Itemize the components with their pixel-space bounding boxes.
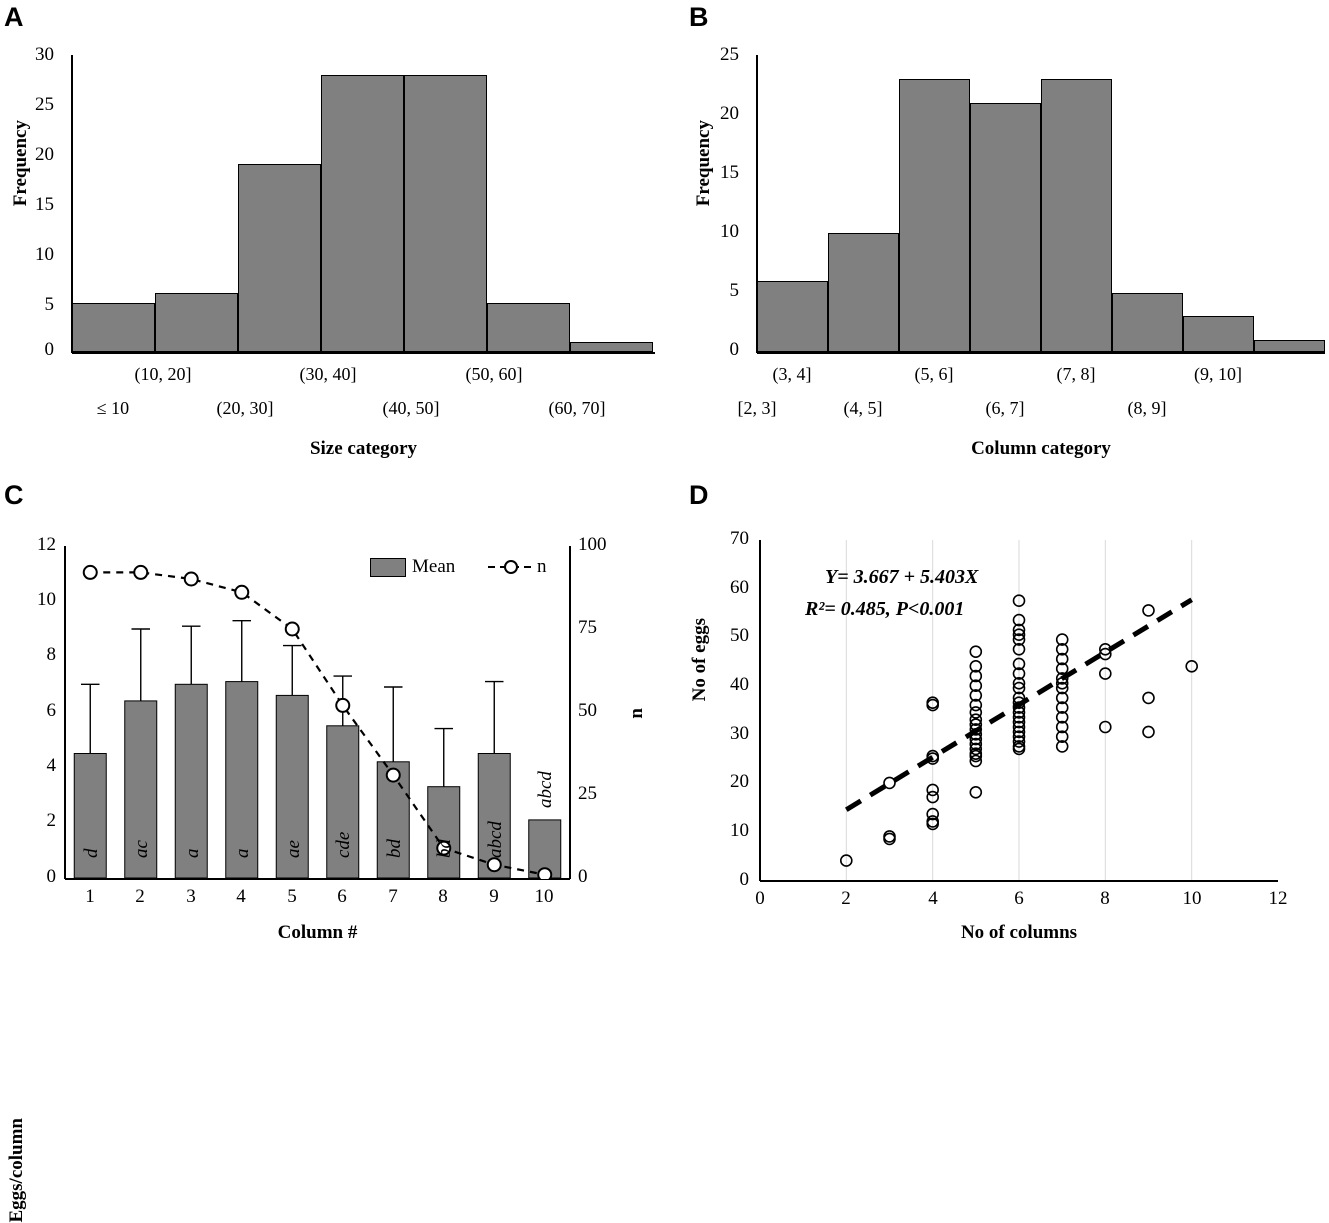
panel-d-annotation-stats: R²= 0.485, P<0.001 [805, 598, 965, 620]
panel-c-y2tick-0: 0 [578, 866, 588, 887]
panel-c [0, 478, 665, 1223]
panel-a-x-axis [72, 352, 655, 354]
svg-text:d: d [81, 848, 102, 858]
panel-a-plot-area [72, 55, 655, 352]
panel-a-xtick-10-20: (10, 20] [134, 364, 192, 384]
svg-text:a: a [232, 848, 253, 858]
panel-c-n-line [90, 572, 545, 874]
panel-d-letter: D [689, 480, 709, 510]
legend-item-n [488, 556, 547, 578]
panel-d-ytick-10: 10 [730, 820, 749, 841]
svg-text:ac: ac [131, 840, 152, 858]
panel-a-bar-3 [238, 164, 321, 352]
panel-a-ytick-10: 10 [35, 244, 54, 265]
panel-b-bar-2 [828, 233, 899, 352]
panel-b-ytick-15: 15 [720, 162, 739, 183]
panel-c-y-axis-title: Eggs/column [6, 1118, 27, 1223]
panel-d-ytick-50: 50 [730, 625, 749, 646]
svg-text:bd: bd [434, 839, 455, 858]
panel-d-ytick-70: 70 [730, 528, 749, 549]
panel-b-bar-1 [757, 281, 828, 352]
panel-d-x-axis-title: No of columns [960, 922, 1078, 943]
svg-text:cde: cde [333, 831, 354, 858]
panel-b-x-axis [757, 352, 1325, 354]
panel-b-ytick-10: 10 [720, 221, 739, 242]
panel-d [665, 478, 1329, 948]
panel-c-xtick-10: 10 [534, 886, 554, 907]
panel-a [0, 0, 660, 470]
panel-d-ytick-30: 30 [730, 723, 749, 744]
legend-label-n: n [537, 556, 547, 577]
panel-a-bar-4 [321, 75, 404, 352]
panel-c-xtick-9: 9 [489, 886, 499, 907]
panel-a-y-axis-title: Frequency [10, 120, 31, 207]
panel-c-xtick-7: 7 [388, 886, 398, 907]
legend-label-mean: Mean [412, 556, 456, 577]
svg-text:ae: ae [283, 840, 304, 858]
panel-b-y-axis-title: Frequency [693, 120, 714, 207]
panel-a-xtick-20-30: (20, 30] [216, 398, 274, 418]
legend-dashed-circle-icon [488, 558, 534, 576]
panel-b-bar-3 [899, 79, 970, 352]
panel-d-xtick-6: 6 [1014, 888, 1024, 909]
panel-d-ytick-0: 0 [739, 869, 749, 890]
panel-a-ytick-20: 20 [35, 144, 54, 165]
panel-c-ytick-6: 6 [46, 700, 56, 721]
panel-b-x-axis-title: Column category [971, 438, 1111, 459]
panel-c-xtick-8: 8 [438, 886, 448, 907]
panel-a-ytick-15: 15 [35, 194, 54, 215]
panel-c-xtick-6: 6 [337, 886, 347, 907]
panel-a-bar-7 [570, 342, 653, 352]
panel-b-ytick-5: 5 [729, 280, 739, 301]
panel-c-ytick-10: 10 [37, 589, 56, 610]
panel-b-xtick-9-10: (9, 10] [1194, 364, 1242, 384]
panel-a-bar-6 [487, 303, 570, 353]
panel-c-xtick-3: 3 [186, 886, 196, 907]
panel-d-scatter-svg [760, 540, 1278, 881]
panel-a-ytick-5: 5 [44, 294, 54, 315]
panel-c-xtick-2: 2 [135, 886, 145, 907]
panel-c-y2tick-100: 100 [578, 534, 607, 555]
panel-b-y-axis [756, 55, 758, 353]
panel-a-x-axis-title: Size category [309, 438, 418, 459]
panel-b-letter: B [689, 2, 709, 32]
panel-d-ytick-20: 20 [730, 771, 749, 792]
panel-b-bar-5 [1041, 79, 1112, 352]
panel-a-bar-1 [72, 303, 155, 353]
panel-c-xtick-1: 1 [85, 886, 95, 907]
panel-c-y2-axis-title: n [626, 708, 647, 719]
panel-b-bar-8 [1254, 340, 1325, 352]
panel-a-ytick-0: 0 [44, 339, 54, 360]
panel-a-bar-2 [155, 293, 238, 352]
panel-d-xtick-10: 10 [1182, 888, 1202, 909]
panel-a-xtick-le10: ≤ 10 [96, 398, 130, 418]
panel-b-xtick-7-8: (7, 8] [1056, 364, 1096, 384]
panel-c-ytick-2: 2 [46, 810, 56, 831]
panel-b-xtick-2-3: [2, 3] [737, 398, 777, 418]
panel-b-xtick-6-7: (6, 7] [985, 398, 1025, 418]
panel-d-annotation-equation: Y= 3.667 + 5.403X [825, 566, 979, 588]
panel-a-ytick-25: 25 [35, 94, 54, 115]
panel-a-ytick-30: 30 [35, 44, 54, 65]
panel-d-xtick-2: 2 [841, 888, 851, 909]
panel-a-letter: A [4, 2, 24, 32]
panel-d-plot-area [760, 540, 1278, 880]
panel-c-letter: C [4, 480, 24, 510]
panel-b-plot-area [757, 55, 1325, 352]
panel-a-xtick-60-70: (60, 70] [548, 398, 606, 418]
panel-c-ytick-12: 12 [37, 534, 56, 555]
panel-b-ytick-0: 0 [729, 339, 739, 360]
panel-d-x-axis [760, 880, 1278, 882]
panel-a-xtick-50-60: (50, 60] [465, 364, 523, 384]
panel-d-y-axis [759, 540, 761, 881]
panel-b-bar-4 [970, 103, 1041, 353]
svg-text:abcd: abcd [485, 821, 506, 858]
panel-a-bar-5 [404, 75, 487, 352]
panel-b [665, 0, 1329, 470]
panel-d-gridlines [846, 540, 1191, 880]
panel-c-ytick-0: 0 [46, 866, 56, 887]
panel-c-xtick-4: 4 [236, 886, 246, 907]
panel-b-xtick-5-6: (5, 6] [914, 364, 954, 384]
panel-c-plot-area [65, 546, 570, 878]
panel-c-y2tick-50: 50 [578, 700, 597, 721]
panel-b-ytick-25: 25 [720, 44, 739, 65]
panel-d-y-axis-title: No of eggs [689, 618, 710, 702]
panel-d-xtick-8: 8 [1100, 888, 1110, 909]
panel-d-xtick-4: 4 [928, 888, 938, 909]
panel-a-xtick-30-40: (30, 40] [299, 364, 357, 384]
svg-text:bd: bd [384, 839, 405, 858]
svg-text:abcd: abcd [535, 771, 556, 808]
panel-b-bar-7 [1183, 316, 1254, 352]
panel-c-ytick-4: 4 [46, 755, 56, 776]
panel-c-series-overlay [65, 546, 570, 879]
legend-swatch-mean-icon [370, 558, 406, 577]
panel-c-y2tick-75: 75 [578, 617, 597, 638]
panel-b-xtick-8-9: (8, 9] [1127, 398, 1167, 418]
panel-c-y2tick-25: 25 [578, 783, 597, 804]
panel-d-ytick-60: 60 [730, 577, 749, 598]
panel-b-xtick-4-5: (4, 5] [843, 398, 883, 418]
panel-b-bar-6 [1112, 293, 1183, 352]
panel-a-xtick-40-50: (40, 50] [382, 398, 440, 418]
panel-b-xtick-3-4: (3, 4] [772, 364, 812, 384]
panel-b-ytick-20: 20 [720, 103, 739, 124]
panel-a-y-axis [71, 55, 73, 353]
legend-item-mean [370, 556, 455, 578]
panel-c-x-axis-title: Column # [277, 922, 358, 943]
panel-d-xtick-0: 0 [755, 888, 765, 909]
panel-c-xtick-5: 5 [287, 886, 297, 907]
panel-d-ytick-40: 40 [730, 674, 749, 695]
panel-c-ytick-8: 8 [46, 644, 56, 665]
panel-c-legend [370, 556, 570, 586]
svg-text:a: a [182, 848, 203, 858]
panel-d-xtick-12: 12 [1268, 888, 1288, 909]
